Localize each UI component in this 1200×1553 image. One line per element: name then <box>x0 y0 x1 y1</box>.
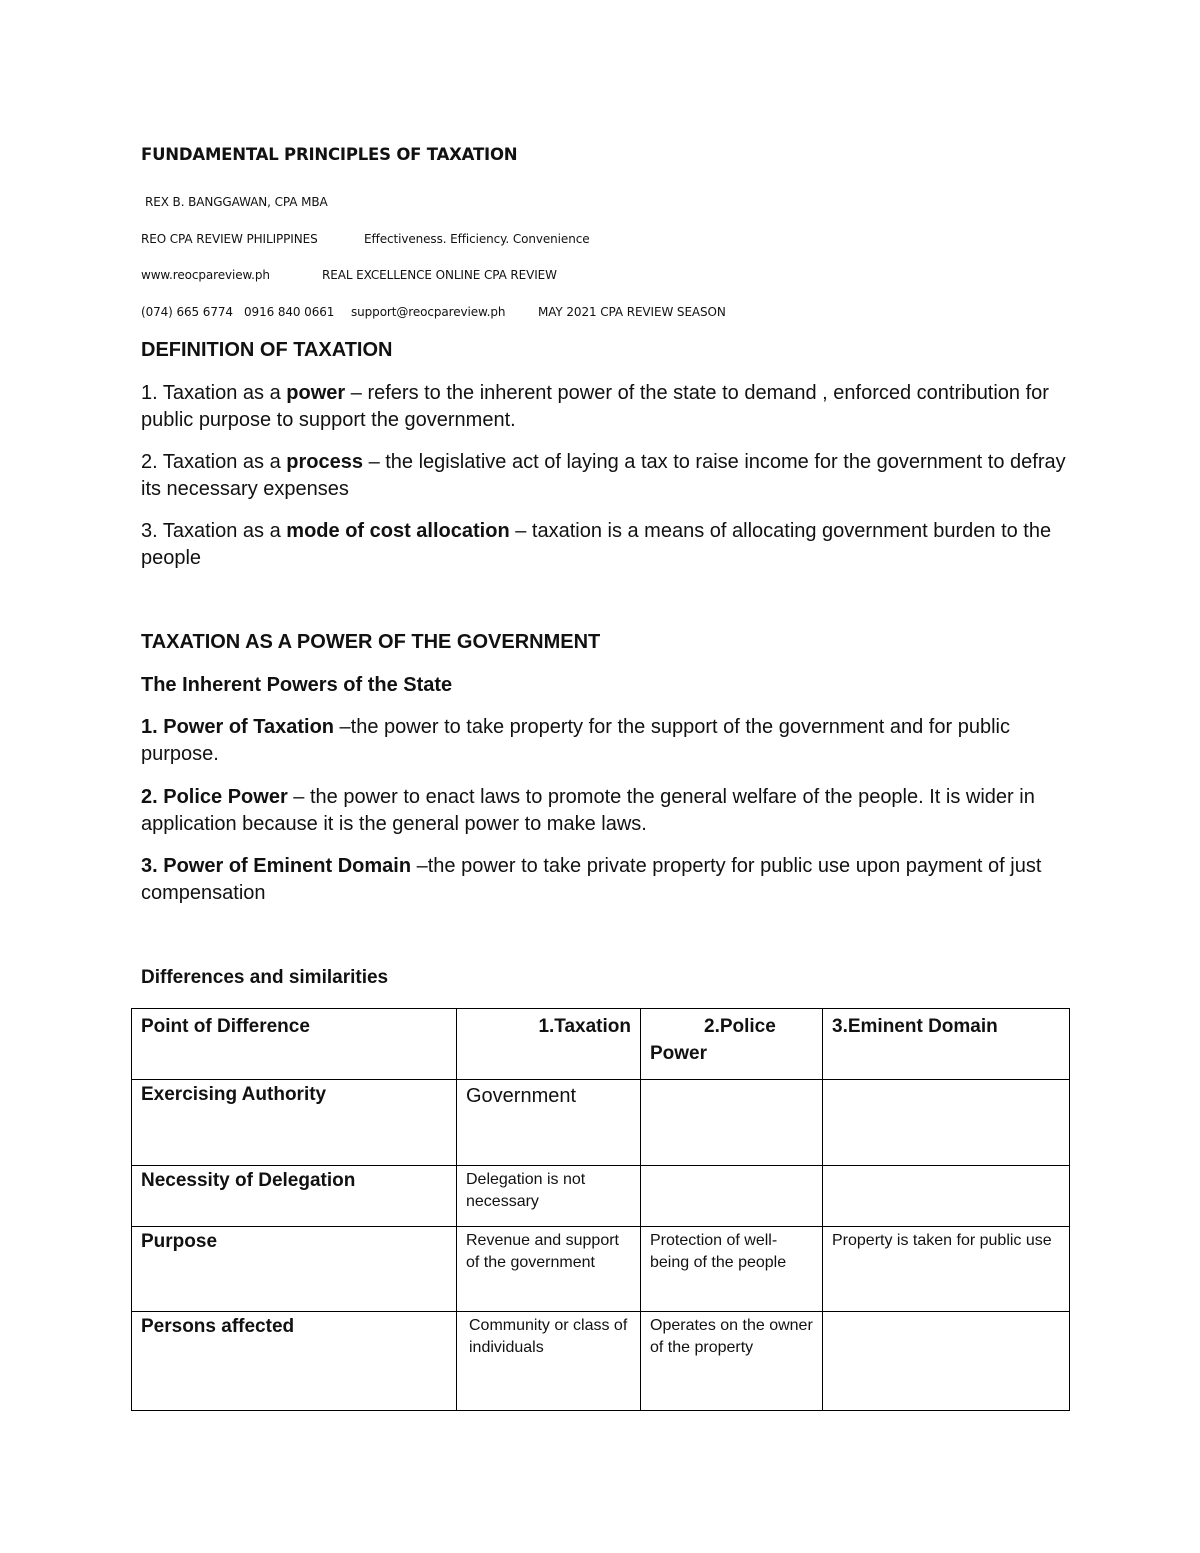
item-text: – the power to enact laws to promote the general welfare of the people. It is wider in application because it is the general power to make laws. <box>141 786 1035 835</box>
row-label: Exercising Authority <box>141 1084 327 1105</box>
item-text: –the power to take property for the support of the government and for public purpose. <box>141 716 1010 765</box>
column-header: 2.Police Power <box>650 1016 776 1064</box>
table-cell <box>823 1080 1070 1166</box>
table-row <box>132 1166 1070 1227</box>
cell-value <box>823 1312 1069 1315</box>
row-label-cell <box>132 1227 457 1312</box>
table-cell <box>823 1166 1070 1227</box>
table-cell <box>823 1227 1070 1312</box>
cell-value <box>823 1080 1069 1083</box>
table-cell <box>823 1312 1070 1411</box>
header-cell <box>132 1009 457 1080</box>
row-label-cell <box>132 1312 457 1411</box>
item-term: 1. Power of Taxation <box>141 716 334 738</box>
item-term: 2. Police Power <box>141 786 288 808</box>
header-cell <box>823 1009 1070 1080</box>
table-cell <box>641 1080 823 1166</box>
cell-value <box>641 1080 822 1083</box>
program-name: REAL EXCELLENCE ONLINE CPA REVIEW <box>322 268 557 282</box>
power-heading: TAXATION AS A POWER OF THE GOVERNMENT <box>141 631 601 653</box>
cell-value: Government <box>466 1085 577 1107</box>
table-cell <box>457 1227 641 1312</box>
phone-mobile: 0916 840 0661 <box>244 305 335 319</box>
row-label: Necessity of Delegation <box>141 1170 356 1191</box>
table-row <box>132 1227 1070 1312</box>
row-label-cell <box>132 1166 457 1227</box>
row-label: Persons affected <box>141 1316 295 1337</box>
cell-value: Operates on the owner of the property <box>650 1317 813 1356</box>
definition-item <box>141 380 1071 434</box>
definition-item <box>141 518 1071 572</box>
cell-value: Protection of well-being of the people <box>650 1232 787 1271</box>
cell-value: Delegation is not necessary <box>466 1171 586 1210</box>
author-line: REX B. BANGGAWAN, CPA MBA <box>145 195 328 209</box>
definition-heading: DEFINITION OF TAXATION <box>141 339 393 361</box>
column-header: 3.Eminent Domain <box>832 1016 998 1037</box>
org-tagline: Effectiveness. Efficiency. Convenience <box>364 232 590 246</box>
item-term: mode of cost allocation <box>286 520 510 542</box>
table-cell <box>457 1166 641 1227</box>
row-label-cell <box>132 1080 457 1166</box>
power-item <box>141 784 1071 838</box>
table-cell <box>457 1312 641 1411</box>
phone-landline: (074) 665 6774 <box>141 305 233 319</box>
table-cell <box>641 1166 823 1227</box>
header-cell <box>641 1009 823 1080</box>
item-prefix: 1. Taxation as a <box>141 382 287 404</box>
column-header: Point of Difference <box>141 1016 310 1037</box>
org-name: REO CPA REVIEW PHILIPPINES <box>141 232 318 246</box>
inherent-powers-subheading: The Inherent Powers of the State <box>141 674 453 696</box>
table-cell <box>641 1227 823 1312</box>
table-cell <box>457 1080 641 1166</box>
item-text: – taxation is a means of allocating government burden to the people <box>141 520 1052 569</box>
column-header: 1.Taxation <box>538 1016 631 1037</box>
item-prefix: 2. Taxation as a <box>141 451 287 473</box>
cell-value <box>823 1166 1069 1169</box>
item-text: –the power to take private property for public use upon payment of just compensation <box>141 855 1042 904</box>
website-link[interactable]: www.reocpareview.ph <box>141 268 270 282</box>
cell-value: Revenue and support of the government <box>466 1232 619 1271</box>
item-text: – refers to the inherent power of the state to demand , enforced contribution for public purpose to support the government. <box>141 382 1049 431</box>
cell-value: Property is taken for public use <box>832 1232 1052 1249</box>
table-cell <box>641 1312 823 1411</box>
header-cell <box>457 1009 641 1080</box>
definition-item <box>141 449 1071 503</box>
power-item <box>141 853 1071 907</box>
table-row <box>132 1080 1070 1166</box>
row-label: Purpose <box>141 1231 218 1252</box>
item-prefix: 3. Taxation as a <box>141 520 287 542</box>
table-header-row <box>132 1009 1070 1080</box>
item-term: power <box>286 382 346 404</box>
item-term: process <box>286 451 364 473</box>
power-item <box>141 714 1071 768</box>
item-term: 3. Power of Eminent Domain <box>141 855 412 877</box>
differences-table <box>131 1008 1070 1411</box>
email-link[interactable]: support@reocpareview.ph <box>351 305 506 319</box>
item-text: – the legislative act of laying a tax to raise income for the government to defray its necessary expenses <box>141 451 1066 500</box>
table-row <box>132 1312 1070 1411</box>
cell-value: Community or class of individuals <box>469 1317 628 1356</box>
document-title: FUNDAMENTAL PRINCIPLES OF TAXATION <box>141 145 518 164</box>
cell-value <box>641 1166 822 1169</box>
review-season: MAY 2021 CPA REVIEW SEASON <box>538 305 726 319</box>
table-heading: Differences and similarities <box>141 967 389 988</box>
